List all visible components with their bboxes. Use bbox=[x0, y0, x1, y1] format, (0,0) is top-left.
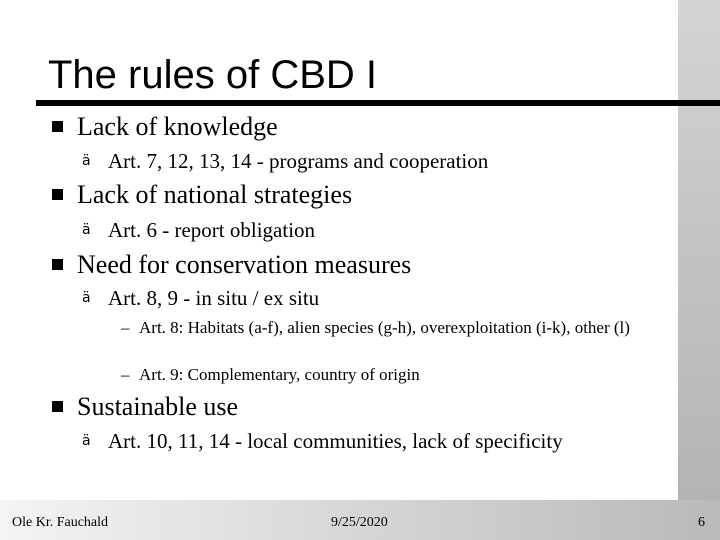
sub-bullet-text: Art. 10, 11, 14 - local communities, lack of specificity bbox=[108, 429, 563, 453]
square-bullet-icon bbox=[52, 401, 63, 412]
dash-bullet: – bbox=[121, 318, 130, 337]
bullet-text: Lack of knowledge bbox=[77, 112, 278, 141]
slide-title: The rules of CBD I bbox=[48, 53, 378, 97]
arrow-bullet-icon: ä bbox=[82, 222, 91, 238]
bullet-text: Lack of national strategies bbox=[77, 180, 353, 209]
square-bullet-icon bbox=[52, 189, 63, 200]
dash-bullet: – bbox=[121, 365, 130, 384]
detail-text: Art. 9: Complementary, country of origin bbox=[139, 365, 420, 384]
arrow-bullet-icon: ä bbox=[82, 153, 91, 169]
sub-bullet-text: Art. 8, 9 - in situ / ex situ bbox=[108, 286, 320, 310]
bullet-text: Need for conservation measures bbox=[77, 250, 412, 279]
footer-page-number: 6 bbox=[698, 515, 705, 530]
arrow-bullet-icon: ä bbox=[82, 290, 91, 306]
footer-author: Ole Kr. Fauchald bbox=[12, 515, 109, 530]
arrow-bullet-icon: ä bbox=[82, 433, 91, 449]
footer-date: 9/25/2020 bbox=[331, 515, 388, 530]
bullet-text: Sustainable use bbox=[77, 392, 239, 421]
title-underline bbox=[36, 100, 720, 106]
square-bullet-icon bbox=[52, 121, 63, 132]
square-bullet-icon bbox=[52, 259, 63, 270]
sub-bullet-text: Art. 6 - report obligation bbox=[108, 218, 316, 242]
side-decoration-band bbox=[678, 0, 720, 500]
sub-bullet-text: Art. 7, 12, 13, 14 - programs and cooperation bbox=[108, 149, 489, 173]
detail-text: Art. 8: Habitats (a-f), alien species (g-h), overexploitation (i-k), other (l) bbox=[139, 318, 630, 337]
